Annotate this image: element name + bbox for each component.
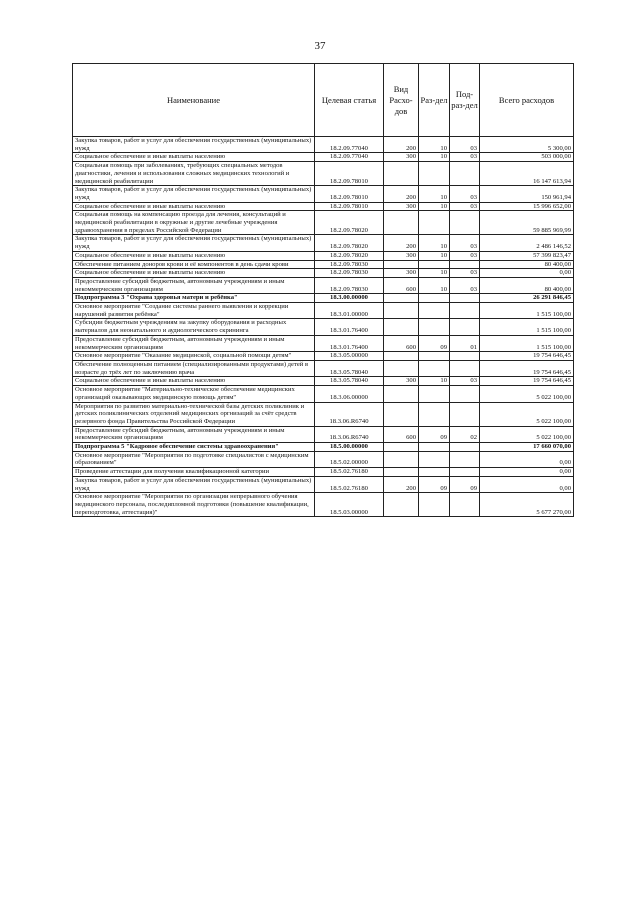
table-row bbox=[73, 137, 574, 153]
cell-subsection: 03 bbox=[450, 251, 480, 260]
cell-total: 5 300,00 bbox=[480, 137, 574, 153]
cell-subsection: 09 bbox=[450, 476, 480, 492]
cell-subsection bbox=[450, 386, 480, 402]
cell-total: 5 022 100,00 bbox=[480, 386, 574, 402]
cell-target: 18.3.06.00000 bbox=[315, 386, 384, 402]
cell-target: 18.3.05.00000 bbox=[315, 352, 384, 361]
cell-expense-type bbox=[384, 402, 419, 426]
cell-expense-type: 300 bbox=[384, 269, 419, 278]
cell-subsection: 03 bbox=[450, 202, 480, 211]
cell-subsection bbox=[450, 294, 480, 303]
table-row bbox=[73, 402, 574, 426]
cell-total: 0,00 bbox=[480, 269, 574, 278]
cell-target: 18.2.09.78010 bbox=[315, 202, 384, 211]
table-row bbox=[73, 294, 574, 303]
cell-total: 1 515 100,00 bbox=[480, 335, 574, 351]
cell-name: Закупка товаров, работ и услуг для обеспечения государственных (муниципальных) нужд bbox=[73, 137, 315, 153]
cell-section: 09 bbox=[419, 476, 450, 492]
cell-name: Закупка товаров, работ и услуг для обеспечения государственных (муниципальных) нужд bbox=[73, 235, 315, 251]
cell-total: 15 996 652,00 bbox=[480, 202, 574, 211]
cell-total: 150 961,94 bbox=[480, 186, 574, 202]
cell-name: Социальная помощь при заболеваниях, требующих специальных методов диагностики, лечения и использования сложных медицинских технологий и медицинской реабилитации bbox=[73, 162, 315, 186]
cell-section: 10 bbox=[419, 186, 450, 202]
cell-expense-type: 300 bbox=[384, 153, 419, 162]
table-row bbox=[73, 186, 574, 202]
cell-total: 1 515 100,00 bbox=[480, 319, 574, 335]
cell-section bbox=[419, 360, 450, 376]
cell-subsection bbox=[450, 402, 480, 426]
cell-subsection bbox=[450, 493, 480, 517]
cell-section: 10 bbox=[419, 235, 450, 251]
cell-total: 0,00 bbox=[480, 451, 574, 467]
header-section: Раз-дел bbox=[419, 64, 450, 137]
table-row bbox=[73, 468, 574, 477]
cell-target: 18.3.00.00000 bbox=[315, 294, 384, 303]
cell-subsection: 02 bbox=[450, 426, 480, 442]
table-row bbox=[73, 386, 574, 402]
cell-subsection bbox=[450, 162, 480, 186]
cell-name: Субсидии бюджетным учреждениям на закупку оборудования и расходных материалов для неонатального и аудиологического скрининга bbox=[73, 319, 315, 335]
cell-section bbox=[419, 493, 450, 517]
cell-total: 59 885 969,99 bbox=[480, 211, 574, 235]
cell-expense-type: 600 bbox=[384, 426, 419, 442]
table-row bbox=[73, 476, 574, 492]
cell-expense-type: 300 bbox=[384, 202, 419, 211]
cell-expense-type: 600 bbox=[384, 277, 419, 293]
cell-name: Подпрограмма 3 "Охрана здоровья матери и ребёнка" bbox=[73, 294, 315, 303]
cell-subsection bbox=[450, 319, 480, 335]
cell-name: Проведение аттестации для получения квалификационной категории bbox=[73, 468, 315, 477]
cell-subsection bbox=[450, 468, 480, 477]
cell-target: 18.2.09.77040 bbox=[315, 137, 384, 153]
cell-section: 10 bbox=[419, 202, 450, 211]
cell-subsection bbox=[450, 211, 480, 235]
cell-expense-type: 600 bbox=[384, 335, 419, 351]
cell-total: 17 660 070,00 bbox=[480, 443, 574, 452]
cell-subsection bbox=[450, 360, 480, 376]
table-row bbox=[73, 162, 574, 186]
cell-name: Основное мероприятие "Оказание медицинской, социальной помощи детям" bbox=[73, 352, 315, 361]
cell-total: 1 515 100,00 bbox=[480, 303, 574, 319]
table-row bbox=[73, 360, 574, 376]
cell-section: 10 bbox=[419, 377, 450, 386]
cell-target: 18.2.09.78020 bbox=[315, 235, 384, 251]
cell-target: 18.2.09.78020 bbox=[315, 211, 384, 235]
cell-name: Основное мероприятие "Материально-техническое обеспечение медицинских организаций оказывающих медицинскую помощь детям" bbox=[73, 386, 315, 402]
cell-name: Предоставление субсидий бюджетным, автономным учреждениям и иным некоммерческим организациям bbox=[73, 335, 315, 351]
header-subsection: Под-раз-дел bbox=[450, 64, 480, 137]
header-target: Целевая статья bbox=[315, 64, 384, 137]
cell-section: 10 bbox=[419, 153, 450, 162]
cell-name: Социальное обеспечение и иные выплаты населению bbox=[73, 269, 315, 278]
cell-target: 18.5.02.76180 bbox=[315, 476, 384, 492]
table-row bbox=[73, 269, 574, 278]
cell-section: 09 bbox=[419, 335, 450, 351]
table-row bbox=[73, 335, 574, 351]
cell-target: 18.3.01.76400 bbox=[315, 319, 384, 335]
table-row bbox=[73, 443, 574, 452]
table-row bbox=[73, 153, 574, 162]
cell-expense-type: 300 bbox=[384, 251, 419, 260]
cell-section bbox=[419, 211, 450, 235]
table-row bbox=[73, 493, 574, 517]
cell-expense-type bbox=[384, 303, 419, 319]
cell-total: 19 754 646,45 bbox=[480, 360, 574, 376]
cell-name: Предоставление субсидий бюджетным, автономным учреждениям и иным некоммерческим организациям bbox=[73, 277, 315, 293]
cell-subsection: 03 bbox=[450, 235, 480, 251]
cell-target: 18.5.02.00000 bbox=[315, 451, 384, 467]
table-row bbox=[73, 303, 574, 319]
cell-name: Обеспечение полноценным питанием (специализированными продуктами) детей в возрасте до трёх лет по заключению врача bbox=[73, 360, 315, 376]
cell-subsection bbox=[450, 260, 480, 269]
table-row bbox=[73, 251, 574, 260]
cell-expense-type bbox=[384, 360, 419, 376]
cell-total: 26 291 846,45 bbox=[480, 294, 574, 303]
cell-expense-type bbox=[384, 493, 419, 517]
cell-subsection: 03 bbox=[450, 277, 480, 293]
cell-name: Основное мероприятие "Мероприятия по подготовке специалистов с медицинским образованием" bbox=[73, 451, 315, 467]
cell-expense-type: 200 bbox=[384, 137, 419, 153]
cell-target: 18.3.01.76400 bbox=[315, 335, 384, 351]
cell-subsection: 03 bbox=[450, 137, 480, 153]
cell-section bbox=[419, 260, 450, 269]
cell-name: Основное мероприятие "Создание системы раннего выявления и коррекции нарушений развития ребёнка" bbox=[73, 303, 315, 319]
cell-name: Социальное обеспечение и иные выплаты населению bbox=[73, 251, 315, 260]
cell-target: 18.2.09.78030 bbox=[315, 269, 384, 278]
cell-total: 0,00 bbox=[480, 476, 574, 492]
cell-subsection: 01 bbox=[450, 335, 480, 351]
budget-table bbox=[72, 63, 574, 517]
cell-expense-type bbox=[384, 319, 419, 335]
cell-section bbox=[419, 162, 450, 186]
cell-total: 5 022 100,00 bbox=[480, 402, 574, 426]
cell-total: 5 677 270,00 bbox=[480, 493, 574, 517]
table-header-row bbox=[73, 64, 574, 137]
cell-name: Социальное обеспечение и иные выплаты населению bbox=[73, 377, 315, 386]
cell-name: Обеспечение питанием доноров крови и её компонентов в день сдачи крови bbox=[73, 260, 315, 269]
cell-expense-type bbox=[384, 162, 419, 186]
cell-name: Закупка товаров, работ и услуг для обеспечения государственных (муниципальных) нужд bbox=[73, 476, 315, 492]
cell-expense-type: 200 bbox=[384, 235, 419, 251]
cell-target: 18.2.09.78020 bbox=[315, 251, 384, 260]
cell-expense-type bbox=[384, 468, 419, 477]
table-row bbox=[73, 277, 574, 293]
cell-section bbox=[419, 402, 450, 426]
cell-name: Основное мероприятие "Мероприятия по организации непрерывного обучения медицинского персонала, последипломной подготовки (повышение квалификации, переподготовка, аттестация)" bbox=[73, 493, 315, 517]
cell-expense-type bbox=[384, 443, 419, 452]
cell-subsection: 03 bbox=[450, 377, 480, 386]
cell-expense-type bbox=[384, 294, 419, 303]
cell-total: 80 400,00 bbox=[480, 277, 574, 293]
cell-target: 18.2.09.78030 bbox=[315, 260, 384, 269]
cell-total: 19 754 646,45 bbox=[480, 377, 574, 386]
cell-expense-type: 200 bbox=[384, 186, 419, 202]
cell-expense-type bbox=[384, 211, 419, 235]
cell-subsection: 03 bbox=[450, 186, 480, 202]
cell-expense-type bbox=[384, 260, 419, 269]
cell-target: 18.3.06.R6740 bbox=[315, 426, 384, 442]
cell-expense-type: 200 bbox=[384, 476, 419, 492]
cell-target: 18.5.00.00000 bbox=[315, 443, 384, 452]
cell-subsection: 03 bbox=[450, 153, 480, 162]
cell-total: 16 147 613,94 bbox=[480, 162, 574, 186]
cell-subsection bbox=[450, 352, 480, 361]
table-row bbox=[73, 377, 574, 386]
cell-section bbox=[419, 451, 450, 467]
cell-name: Мероприятия по развитию материально-технической базы детских поликлиник и детских поликлинических отделений медицинских оргнизаций за счёт средств резервного фонда Правительства Российской Федерации bbox=[73, 402, 315, 426]
cell-target: 18.3.05.78040 bbox=[315, 360, 384, 376]
cell-target: 18.2.09.78010 bbox=[315, 186, 384, 202]
cell-section: 10 bbox=[419, 137, 450, 153]
cell-target: 18.5.02.76180 bbox=[315, 468, 384, 477]
cell-expense-type bbox=[384, 352, 419, 361]
cell-target: 18.5.03.00000 bbox=[315, 493, 384, 517]
cell-total: 57 399 823,47 bbox=[480, 251, 574, 260]
table-row bbox=[73, 319, 574, 335]
cell-name: Социальная помощь на компенсацию проезда для лечения, консультаций и медицинской реабилитации в окружные и другие лечебные учреждения здравоохранения в пределах Российской Федерации bbox=[73, 211, 315, 235]
cell-section: 10 bbox=[419, 251, 450, 260]
header-name: Наименование bbox=[73, 64, 315, 137]
cell-section: 09 bbox=[419, 426, 450, 442]
cell-name: Социальное обеспечение и иные выплаты населению bbox=[73, 202, 315, 211]
cell-total: 0,00 bbox=[480, 468, 574, 477]
cell-total: 503 000,00 bbox=[480, 153, 574, 162]
cell-section bbox=[419, 352, 450, 361]
table-row bbox=[73, 352, 574, 361]
cell-target: 18.3.05.78040 bbox=[315, 377, 384, 386]
cell-target: 18.2.09.78010 bbox=[315, 162, 384, 186]
page-number: 37 bbox=[314, 40, 326, 52]
header-total: Всего расходов bbox=[480, 64, 574, 137]
cell-expense-type bbox=[384, 386, 419, 402]
cell-subsection bbox=[450, 443, 480, 452]
table-row bbox=[73, 211, 574, 235]
cell-expense-type bbox=[384, 451, 419, 467]
table-row bbox=[73, 260, 574, 269]
table-row bbox=[73, 235, 574, 251]
cell-section: 10 bbox=[419, 277, 450, 293]
cell-subsection bbox=[450, 451, 480, 467]
cell-total: 19 754 646,45 bbox=[480, 352, 574, 361]
cell-total: 5 022 100,00 bbox=[480, 426, 574, 442]
cell-total: 80 400,00 bbox=[480, 260, 574, 269]
cell-subsection bbox=[450, 303, 480, 319]
cell-target: 18.3.06.R6740 bbox=[315, 402, 384, 426]
cell-name: Закупка товаров, работ и услуг для обеспечения государственных (муниципальных) нужд bbox=[73, 186, 315, 202]
cell-target: 18.3.01.00000 bbox=[315, 303, 384, 319]
cell-target: 18.2.09.78030 bbox=[315, 277, 384, 293]
cell-section bbox=[419, 468, 450, 477]
cell-section: 10 bbox=[419, 269, 450, 278]
table-row bbox=[73, 202, 574, 211]
header-expense-type: Вид Расхо-дов bbox=[384, 64, 419, 137]
cell-section bbox=[419, 443, 450, 452]
cell-target: 18.2.09.77040 bbox=[315, 153, 384, 162]
cell-section bbox=[419, 303, 450, 319]
cell-section bbox=[419, 294, 450, 303]
cell-name: Предоставление субсидий бюджетным, автономным учреждениям и иным некоммерческим организациям bbox=[73, 426, 315, 442]
cell-subsection: 03 bbox=[450, 269, 480, 278]
cell-name: Подпрограмма 5 "Кадровое обеспечение системы здравоохранения" bbox=[73, 443, 315, 452]
table-row bbox=[73, 451, 574, 467]
cell-section bbox=[419, 319, 450, 335]
cell-expense-type: 300 bbox=[384, 377, 419, 386]
table-row bbox=[73, 426, 574, 442]
cell-name: Социальное обеспечение и иные выплаты населению bbox=[73, 153, 315, 162]
cell-section bbox=[419, 386, 450, 402]
cell-total: 2 486 146,52 bbox=[480, 235, 574, 251]
